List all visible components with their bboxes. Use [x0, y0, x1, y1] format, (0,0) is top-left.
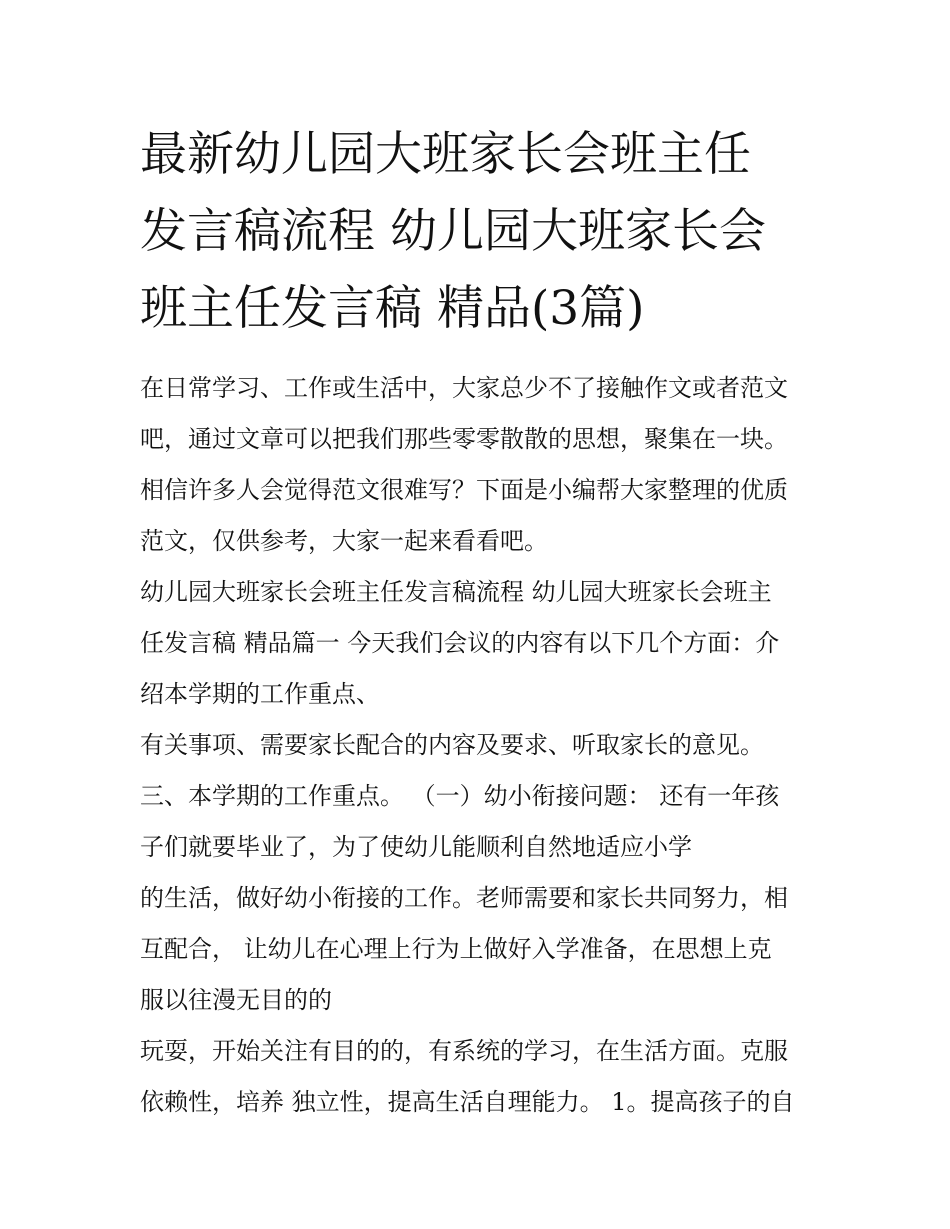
body-line-1: 在日常学习、工作或生活中，大家总少不了接触作文或者范文: [140, 374, 788, 402]
body-line-4: 范文，仅供参考，大家一起来看看吧。: [140, 527, 548, 555]
body-line-13: 服以往漫无目的的: [140, 986, 332, 1014]
title-line-3: 班主任发言稿 精品(3篇): [140, 281, 645, 336]
body-line-6: 任发言稿 精品篇一 今天我们会议的内容有以下几个方面：介: [140, 629, 780, 657]
body-line-12: 互配合， 让幼儿在心理上行为上做好入学准备，在思想上克: [140, 935, 772, 963]
body-line-9: 三、本学期的工作重点。 （一）幼小衔接问题： 还有一年孩: [140, 782, 780, 810]
body-line-11: 的生活，做好幼小衔接的工作。老师需要和家长共同努力，相: [140, 884, 788, 912]
body-line-14: 玩耍，开始关注有目的的，有系统的学习，在生活方面。克服: [140, 1037, 788, 1065]
body-line-2: 吧，通过文章可以把我们那些零零散散的思想，聚集在一块。: [140, 425, 788, 453]
document-content: [140, 116, 830, 1128]
body-line-7: 绍本学期的工作重点、: [140, 680, 380, 708]
body-line-15: 依赖性，培养 独立性，提高生活自理能力。 1。提高孩子的自: [140, 1088, 795, 1116]
document-body: [140, 363, 830, 1128]
body-line-5: 幼儿园大班家长会班主任发言稿流程 幼儿园大班家长会班主: [140, 578, 772, 606]
document-title: [140, 116, 830, 347]
title-line-1: 最新幼儿园大班家长会班主任: [140, 127, 751, 182]
body-line-10: 子们就要毕业了，为了使幼儿能顺利自然地适应小学: [140, 833, 692, 861]
title-line-2: 发言稿流程 幼儿园大班家长会: [140, 204, 766, 259]
body-line-8: 有关事项、需要家长配合的内容及要求、听取家长的意见。: [140, 731, 764, 759]
body-line-3: 相信许多人会觉得范文很难写？下面是小编帮大家整理的优质: [140, 476, 788, 504]
